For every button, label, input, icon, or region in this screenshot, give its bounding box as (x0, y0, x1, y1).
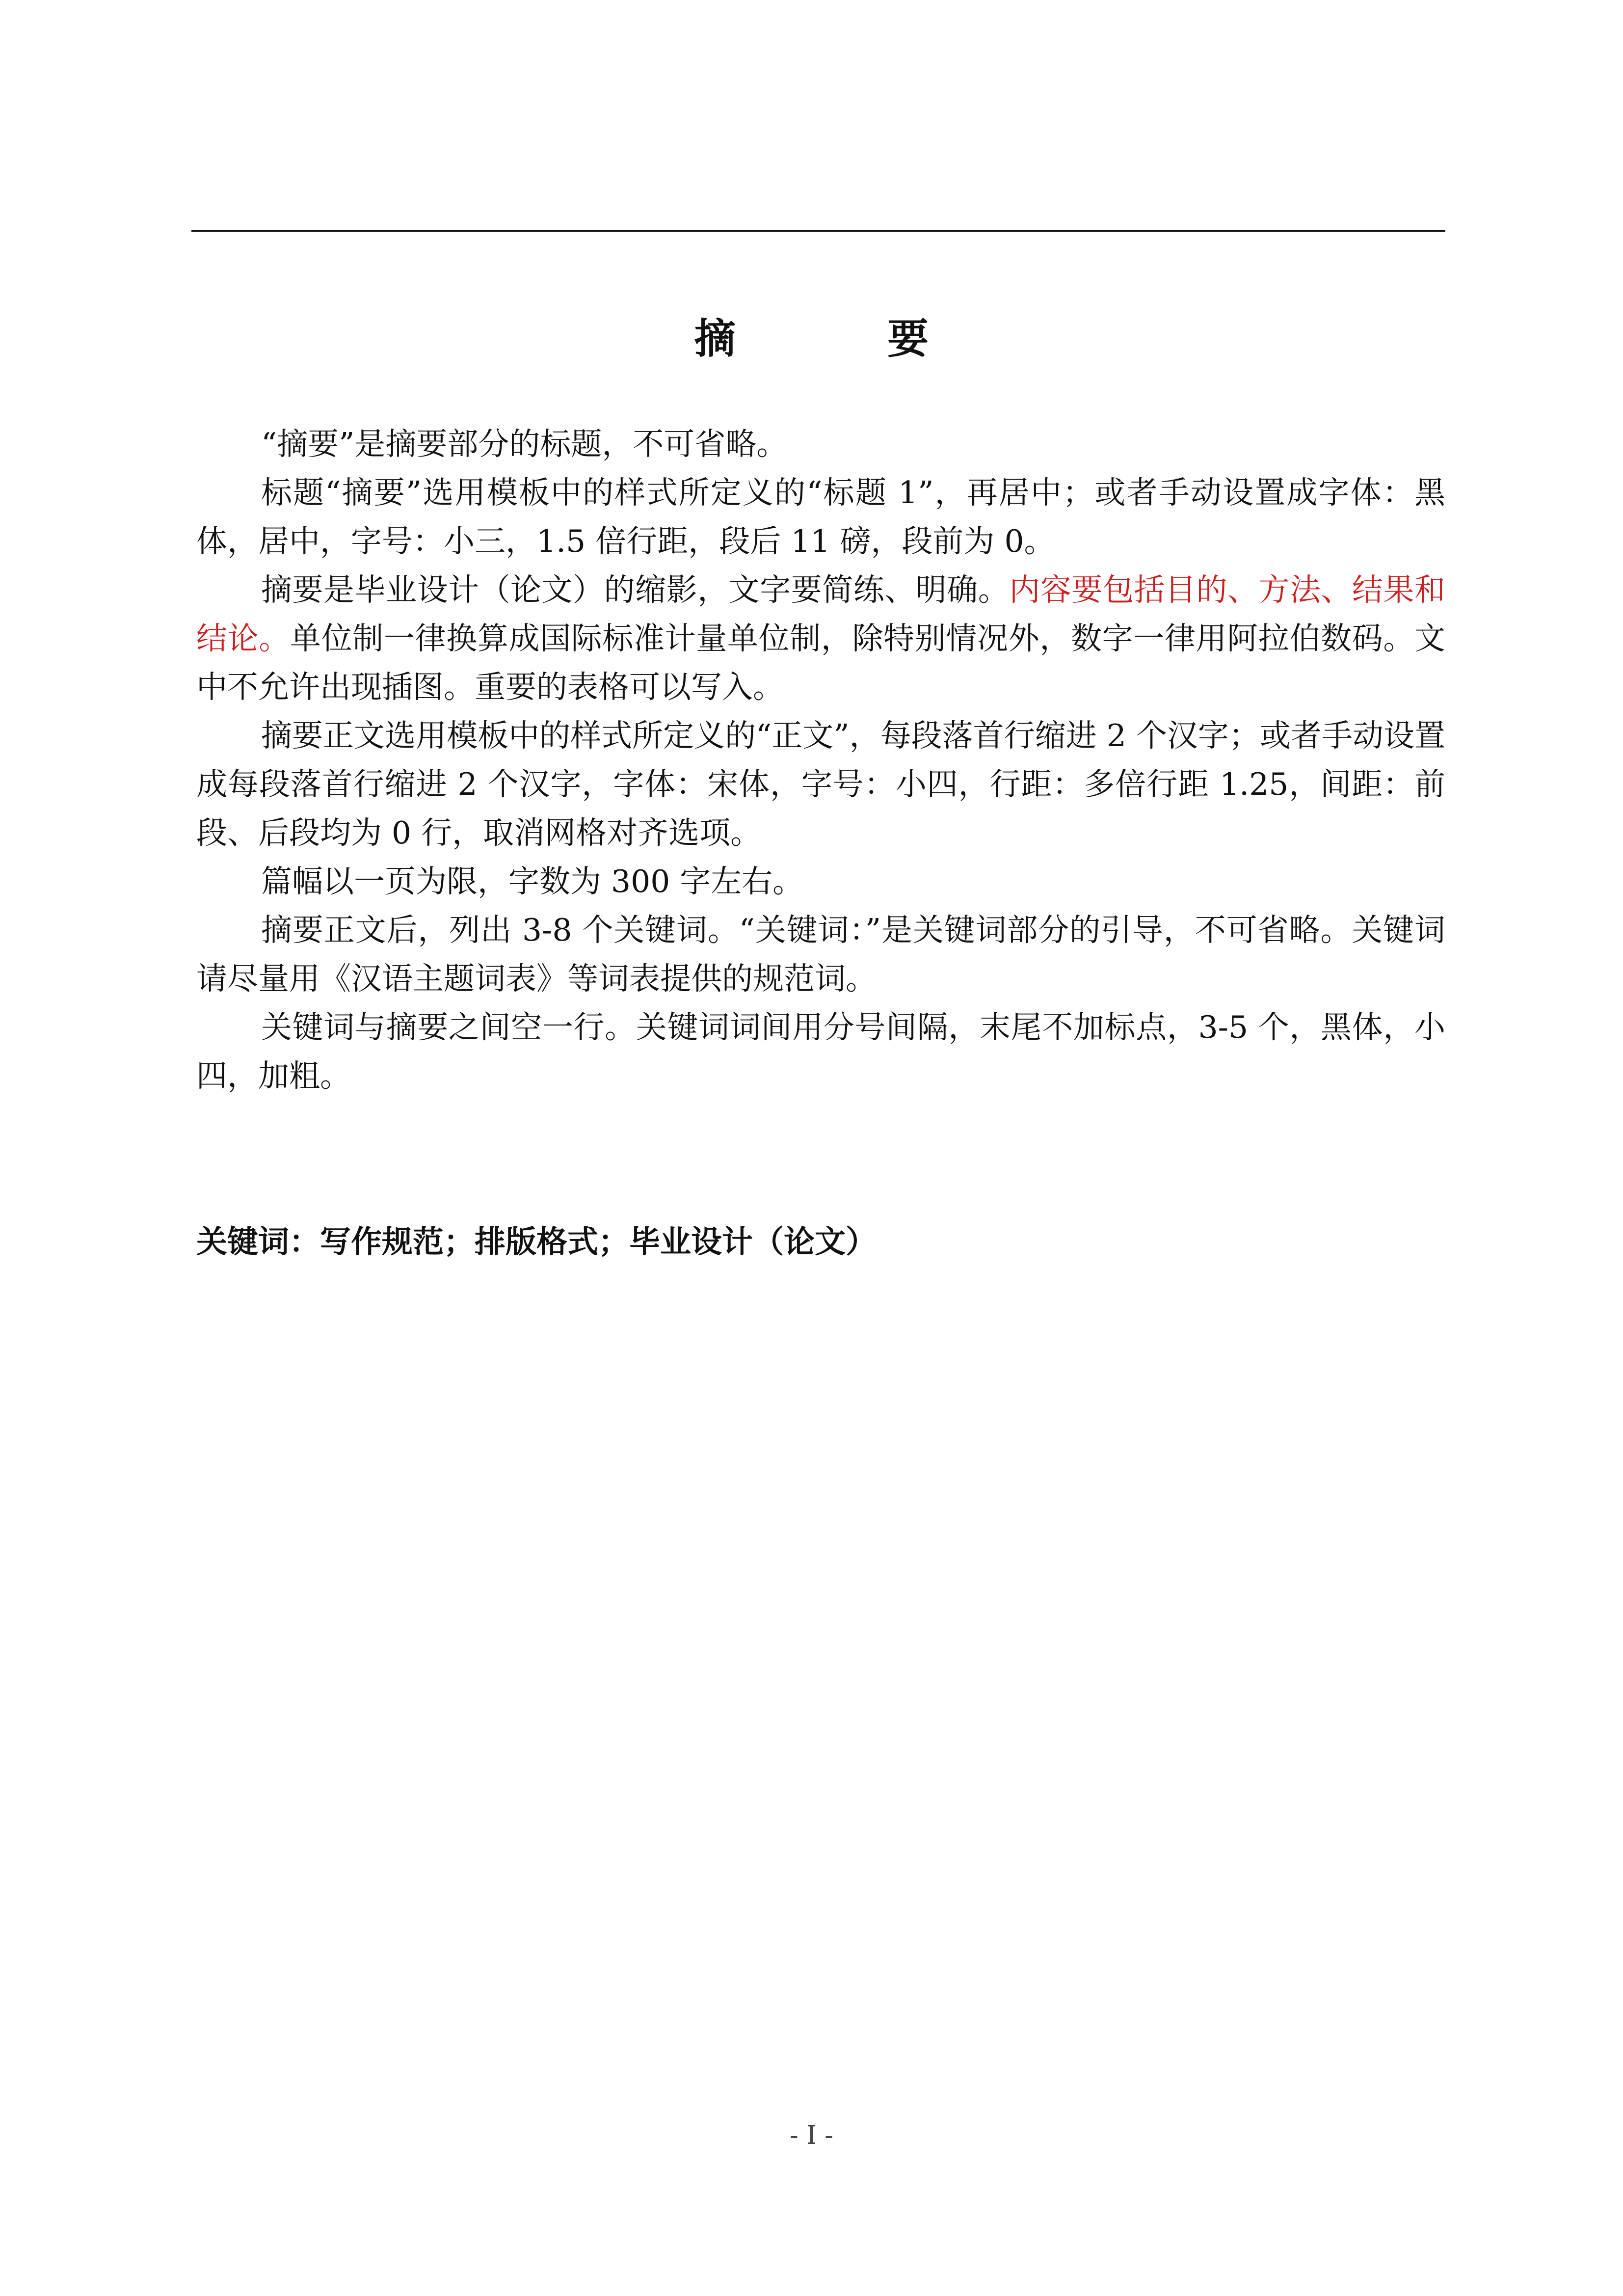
paragraph-7: 关键词与摘要之间空一行。关键词词间用分号间隔，末尾不加标点，3-5 个，黑体，小四，加粗。 (196, 1009, 1445, 1094)
page-number: - I - (790, 2121, 833, 2150)
abstract-title: 摘 要 (694, 315, 998, 363)
abstract-body (196, 420, 1445, 1100)
keywords-line: 关键词：写作规范；排版格式；毕业设计（论文） (196, 1224, 877, 1260)
paragraph-5: 篇幅以一页为限，字数为 300 字左右。 (261, 864, 804, 899)
paragraph-3-highlight: 内容要包括目的、方法、结果和结论。 (196, 572, 1446, 656)
paragraph-3-text-b: 单位制一律换算成国际标准计量单位制，除特别情况外，数字一律用阿拉伯数码。文中不允许出现插图。重要的表格可以写入。 (196, 621, 1446, 705)
paragraph-6: 摘要正文后，列出 3-8 个关键词。“关键词：”是关键词部分的引导，不可省略。关键词请尽量用《汉语主题词表》等词表提供的规范词。 (196, 912, 1445, 997)
paragraph-3-text-a: 摘要是毕业设计（论文）的缩影，文字要简练、明确。 (261, 572, 1010, 608)
header-rule (191, 230, 1445, 232)
paragraph-2: 标题“摘要”选用模板中的样式所定义的“标题 1”，再居中；或者手动设置成字体：黑体，居中，字号：小三，1.5 倍行距，段后 11 磅，段前为 0。 (196, 475, 1445, 559)
paragraph-1: “摘要”是摘要部分的标题，不可省略。 (261, 426, 788, 462)
paragraph-3 (196, 566, 1445, 711)
paragraph-4: 摘要正文选用模板中的样式所定义的“正文”，每段落首行缩进 2 个汉字；或者手动设置成每段落首行缩进 2 个汉字，字体：宋体，字号：小四，行距：多倍行距 1.25，间距：前段、后段均为 0 行，取消网格对齐选项。 (196, 718, 1445, 851)
